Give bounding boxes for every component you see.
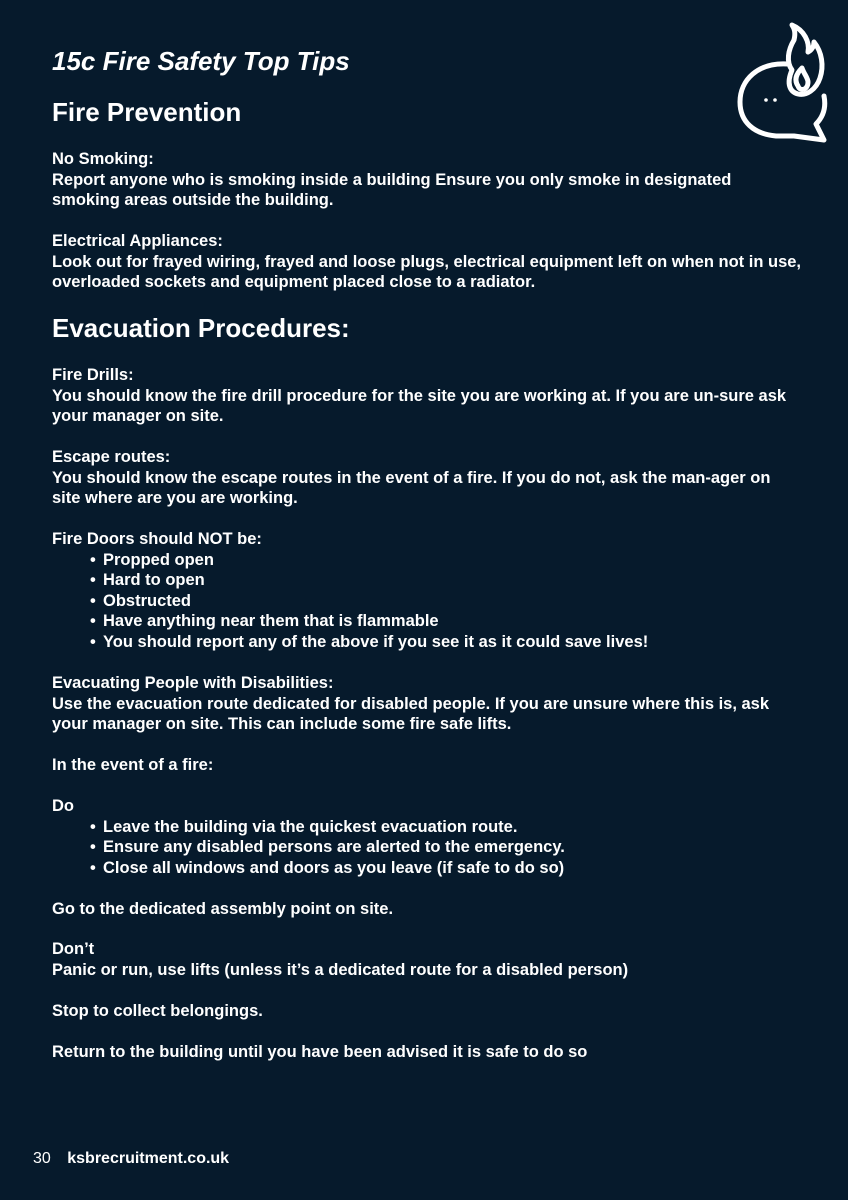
do-label: Do	[52, 797, 74, 815]
disabilities-text: Use the evacuation route dedicated for disabled people. If you are unsure where this is, ask your manager on site. This can include some fire safe lifts.	[52, 694, 770, 733]
stop-block	[52, 1001, 802, 1022]
disabilities-block	[52, 673, 802, 735]
list-item: • Propped open	[90, 550, 802, 571]
dont-block	[52, 939, 802, 980]
list-item: • Ensure any disabled persons are alerted to the emergency.	[90, 837, 802, 858]
fire-doors-label: Fire Doors should NOT be:	[52, 530, 262, 548]
assembly-text: Go to the dedicated assembly point on site.	[52, 900, 394, 918]
dont-text: Panic or run, use lifts (unless it’s a dedicated route for a disabled person)	[52, 960, 629, 979]
dont-label: Don’t	[52, 940, 95, 958]
page-number: 30	[33, 1150, 51, 1167]
fire-doors-block	[52, 529, 802, 652]
list-item: • Obstructed	[90, 591, 802, 612]
page-footer	[33, 1150, 229, 1168]
list-item: • Hard to open	[90, 570, 802, 591]
escape-routes-block	[52, 447, 802, 509]
in-event-text: In the event of a fire:	[52, 756, 214, 774]
no-smoking-label: No Smoking:	[52, 150, 154, 168]
speech-bubble-flame-icon	[736, 22, 828, 144]
electrical-appliances-label: Electrical Appliances:	[52, 232, 223, 250]
escape-routes-text: You should know the escape routes in the event of a fire. If you do not, ask the man-ager on site where are you are working.	[52, 468, 771, 507]
fire-doors-list	[52, 550, 802, 653]
list-item: • You should report any of the above if you see it as it could save lives!	[90, 632, 802, 653]
electrical-appliances-block	[52, 231, 802, 293]
do-block	[52, 796, 802, 878]
list-item: • Close all windows and doors as you leave (if safe to do so)	[90, 858, 802, 879]
return-block	[52, 1042, 802, 1063]
do-list	[52, 817, 802, 879]
website-link[interactable]: ksbrecruitment.co.uk	[67, 1150, 230, 1167]
fire-drills-block	[52, 365, 802, 427]
page-title: 15c Fire Safety Top Tips	[52, 46, 350, 76]
return-text: Return to the building until you have been advised it is safe to do so	[52, 1043, 588, 1061]
section-heading-fire-prevention: Fire Prevention	[52, 97, 242, 127]
stop-text: Stop to collect belongings.	[52, 1002, 263, 1020]
fire-drills-text: You should know the fire drill procedure for the site you are working at. If you are un-sure ask your manager on site.	[52, 386, 787, 425]
no-smoking-block	[52, 149, 802, 211]
assembly-block	[52, 899, 802, 920]
in-event-block	[52, 755, 802, 776]
escape-routes-label: Escape routes:	[52, 448, 171, 466]
disabilities-label: Evacuating People with Disabilities:	[52, 674, 334, 692]
fire-drills-label: Fire Drills:	[52, 366, 134, 384]
electrical-appliances-text: Look out for frayed wiring, frayed and loose plugs, electrical equipment left on when not in use, overloaded sockets and equipment placed close to a radiator.	[52, 252, 802, 291]
list-item: • Leave the building via the quickest evacuation route.	[90, 817, 802, 838]
section-heading-evacuation: Evacuation Procedures:	[52, 313, 350, 343]
no-smoking-text: Report anyone who is smoking inside a building Ensure you only smoke in designated smoking areas outside the building.	[52, 170, 732, 209]
list-item: • Have anything near them that is flammable	[90, 611, 802, 632]
